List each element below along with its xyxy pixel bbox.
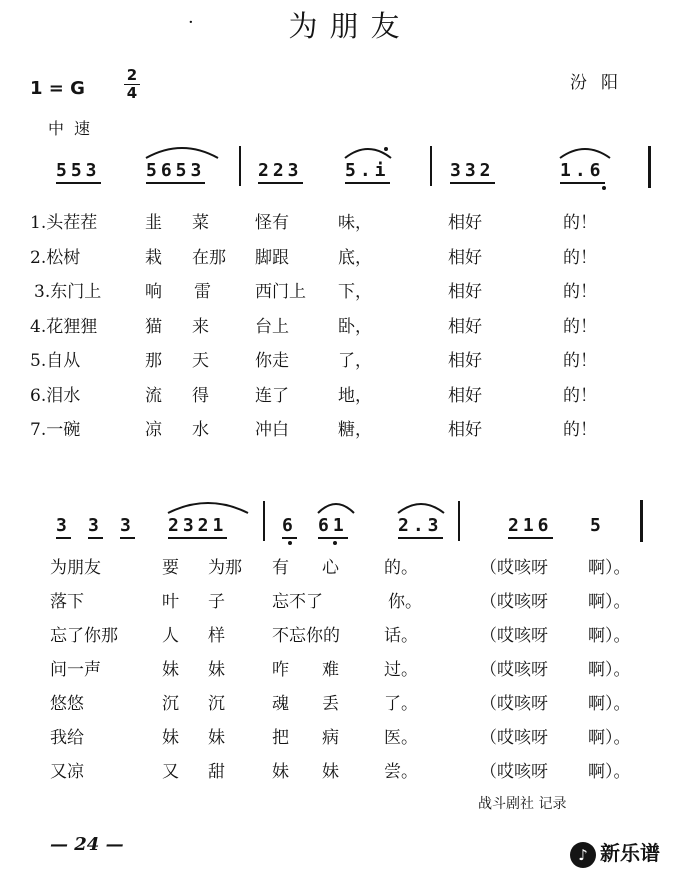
verse-line-1-word-3: 菜 xyxy=(192,213,209,233)
slur xyxy=(146,148,218,158)
chorus-line-5-word-8: 啊）。 xyxy=(588,694,631,714)
verse-line-1-word-2: 韭 xyxy=(145,213,162,233)
chorus-note-3: 3 xyxy=(120,515,135,539)
chorus-line-4-word-8: 啊）。 xyxy=(588,660,631,680)
verse-line-5-word-1: 5.自从 xyxy=(30,351,81,371)
chorus-line-1-word-8: 啊）。 xyxy=(588,558,631,578)
chorus-line-2-word-3: 子 xyxy=(208,592,225,612)
verse-line-5-word-7: 的！ xyxy=(563,351,597,371)
chorus-note-7: 2.3 xyxy=(398,515,443,539)
title-dot: · xyxy=(188,12,194,33)
verse-line-7-word-4: 冲白 xyxy=(255,420,289,440)
chorus-line-3-word-7: （哎咳呀 xyxy=(480,626,548,646)
verse-line-4-word-7: 的！ xyxy=(563,316,597,337)
chorus-line-7-word-6: 尝。 xyxy=(384,762,418,782)
verse-line-3-word-3: 雷 xyxy=(194,282,211,302)
time-signature-bottom: 4 xyxy=(126,84,138,102)
chorus-line-4-word-2: 妹 xyxy=(162,660,179,680)
chorus-line-2-word-1: 落下 xyxy=(50,592,84,612)
chorus-line-1-word-5: 心 xyxy=(322,558,339,578)
verse-note-5: 332 xyxy=(450,160,495,184)
chorus-line-1-word-1: 为朋友 xyxy=(50,558,101,578)
verse-line-5-word-5: 了， xyxy=(338,351,372,371)
transcription-credit: 战斗剧社 记录 xyxy=(478,796,567,812)
verse-line-4-word-4: 台上 xyxy=(255,316,289,337)
chorus-line-6-word-8: 啊）。 xyxy=(588,728,631,748)
watermark-logo xyxy=(570,837,660,868)
verse-line-1-word-6: 相好 xyxy=(448,213,482,233)
verse-line-6-word-3: 得 xyxy=(192,385,209,406)
chorus-line-3-word-1: 忘了你那 xyxy=(50,626,118,646)
verse-line-7-word-3: 水 xyxy=(192,420,209,440)
octave-dot xyxy=(384,147,388,151)
verse-line-7-word-5: 糖， xyxy=(338,420,372,440)
verse-note-2: 5653 xyxy=(146,160,205,184)
verse-line-4-word-3: 来 xyxy=(192,316,209,337)
chorus-line-6-word-1: 我给 xyxy=(50,728,84,748)
chorus-line-2-word-5: 你。 xyxy=(388,592,422,612)
verse-line-2-word-6: 相好 xyxy=(448,247,482,268)
page-number: — 24 — xyxy=(50,834,124,855)
chorus-line-3-word-3: 样 xyxy=(208,626,225,646)
chorus-line-2-word-4: 忘不了 xyxy=(272,592,323,612)
chorus-line-6-word-2: 妹 xyxy=(162,728,179,748)
verse-line-5-word-3: 天 xyxy=(192,351,209,371)
verse-line-2-word-2: 栽 xyxy=(145,247,162,268)
slur xyxy=(345,149,391,158)
time-signature-top: 2 xyxy=(126,66,138,84)
chorus-line-7-word-2: 又 xyxy=(162,762,179,782)
octave-dot xyxy=(333,541,337,545)
octave-dot xyxy=(602,186,606,190)
verse-line-6-word-1: 6.泪水 xyxy=(30,385,81,406)
chorus-note-1: 3 xyxy=(56,515,71,539)
chorus-line-4-word-7: （哎咳呀 xyxy=(480,660,548,680)
chorus-line-6-word-7: （哎咳呀 xyxy=(480,728,548,748)
chorus-line-5-word-5: 丢 xyxy=(322,694,339,714)
octave-dot xyxy=(288,541,292,545)
chorus-line-2-word-8: 啊）。 xyxy=(588,592,631,612)
verse-line-4-word-1: 4.花狸狸 xyxy=(30,316,98,337)
verse-note-4: 5.i xyxy=(345,160,390,184)
chorus-note-9: 5 xyxy=(590,515,605,536)
verse-line-6-word-4: 连了 xyxy=(255,385,289,406)
chorus-line-7-word-8: 啊）。 xyxy=(588,762,631,782)
verse-line-3-word-6: 相好 xyxy=(448,282,482,302)
verse-line-2-word-7: 的！ xyxy=(563,247,597,268)
chorus-line-4-word-5: 难 xyxy=(322,660,339,680)
verse-line-3-word-4: 西门上 xyxy=(255,282,306,302)
verse-line-7-word-7: 的！ xyxy=(563,420,597,440)
chorus-line-1-word-2: 要 xyxy=(162,558,179,578)
chorus-note-6: 61 xyxy=(318,515,348,539)
chorus-line-7-word-5: 妹 xyxy=(322,762,339,782)
chorus-note-8: 216 xyxy=(508,515,553,539)
chorus-line-5-word-3: 沉 xyxy=(208,694,225,714)
music-disc-icon: ♪ xyxy=(570,842,596,868)
chorus-line-5-word-7: （哎咳呀 xyxy=(480,694,548,714)
chorus-line-4-word-6: 过。 xyxy=(384,660,418,680)
verse-line-1-word-5: 味， xyxy=(338,213,372,233)
verse-line-6-word-2: 流 xyxy=(145,385,162,406)
verse-line-2-word-5: 底， xyxy=(338,247,372,268)
verse-line-5-word-4: 你走 xyxy=(255,351,289,371)
chorus-line-5-word-2: 沉 xyxy=(162,694,179,714)
verse-note-6: 1.6 xyxy=(560,160,605,184)
chorus-line-1-word-6: 的。 xyxy=(384,558,418,578)
chorus-line-6-word-6: 医。 xyxy=(384,728,418,748)
verse-line-3-word-5: 下， xyxy=(338,282,372,302)
chorus-line-6-word-3: 妹 xyxy=(208,728,225,748)
slur xyxy=(318,504,354,513)
verse-note-1: 553 xyxy=(56,160,101,184)
region-label: 汾阳 xyxy=(570,73,632,93)
verse-line-1-word-1: 1.头茬茬 xyxy=(30,213,98,233)
verse-line-6-word-5: 地， xyxy=(338,385,372,406)
key-signature: 1 = G xyxy=(30,78,85,99)
verse-line-1-word-4: 怪有 xyxy=(255,213,289,233)
chorus-line-6-word-5: 病 xyxy=(322,728,339,748)
verse-line-2-word-4: 脚跟 xyxy=(255,247,289,268)
verse-note-3: 223 xyxy=(258,160,303,184)
verse-line-7-word-2: 凉 xyxy=(145,420,162,440)
verse-line-2-word-1: 2.松树 xyxy=(30,247,81,268)
chorus-line-7-word-1: 又凉 xyxy=(50,762,84,782)
verse-line-7-word-6: 相好 xyxy=(448,420,482,440)
slur xyxy=(560,149,610,158)
chorus-line-1-word-4: 有 xyxy=(272,558,289,578)
chorus-line-1-word-3: 为那 xyxy=(208,558,242,578)
chorus-line-7-word-3: 甜 xyxy=(208,762,225,782)
page-title: 为朋友 xyxy=(288,9,412,43)
chorus-line-4-word-1: 问一声 xyxy=(50,660,101,680)
chorus-line-2-word-2: 叶 xyxy=(162,592,179,612)
chorus-line-3-word-5: 话。 xyxy=(384,626,418,646)
chorus-line-5-word-6: 了。 xyxy=(384,694,418,714)
chorus-line-5-word-1: 悠悠 xyxy=(50,694,84,714)
verse-line-4-word-5: 卧， xyxy=(338,316,372,337)
verse-line-2-word-3: 在那 xyxy=(192,247,226,268)
chorus-line-3-word-4: 不忘你的 xyxy=(272,626,340,646)
chorus-line-3-word-8: 啊）。 xyxy=(588,626,631,646)
chorus-line-3-word-2: 人 xyxy=(162,626,179,646)
verse-line-3-word-2: 响 xyxy=(145,282,162,302)
chorus-note-2: 3 xyxy=(88,515,103,539)
slur xyxy=(168,503,248,513)
chorus-line-4-word-4: 咋 xyxy=(272,660,289,680)
verse-line-6-word-7: 的！ xyxy=(563,385,597,406)
chorus-line-4-word-3: 妹 xyxy=(208,660,225,680)
chorus-line-6-word-4: 把 xyxy=(272,728,289,748)
verse-line-5-word-6: 相好 xyxy=(448,351,482,371)
chorus-line-7-word-4: 妹 xyxy=(272,762,289,782)
chorus-line-5-word-4: 魂 xyxy=(272,694,289,714)
slur xyxy=(398,504,444,513)
chorus-line-2-word-7: （哎咳呀 xyxy=(480,592,548,612)
chorus-line-7-word-7: （哎咳呀 xyxy=(480,762,548,782)
verse-line-3-word-1: 3.东门上 xyxy=(34,282,102,302)
verse-line-4-word-2: 猫 xyxy=(145,316,162,337)
verse-line-5-word-2: 那 xyxy=(145,351,162,371)
chorus-note-4: 2321 xyxy=(168,515,227,539)
verse-line-7-word-1: 7.一碗 xyxy=(30,420,81,440)
verse-line-1-word-7: 的！ xyxy=(563,213,597,233)
chorus-line-1-word-7: （哎咳呀 xyxy=(480,558,548,578)
verse-line-6-word-6: 相好 xyxy=(448,385,482,406)
verse-line-3-word-7: 的！ xyxy=(563,282,597,302)
watermark-text: 新乐谱 xyxy=(600,841,660,865)
verse-line-4-word-6: 相好 xyxy=(448,316,482,337)
chorus-note-5: 6 xyxy=(282,515,297,539)
tempo-marking: 中速 xyxy=(48,119,101,138)
